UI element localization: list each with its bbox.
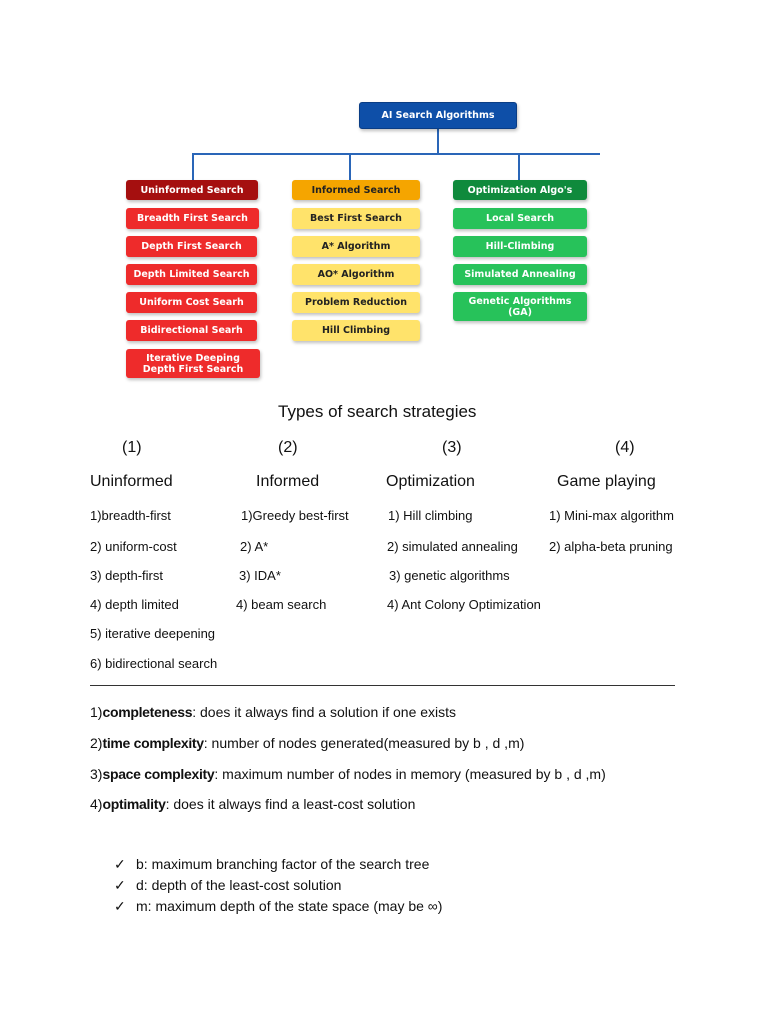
strategy-heading: Optimization	[386, 473, 475, 490]
checklist-item	[114, 856, 429, 873]
informed-item: A* Algorithm	[292, 236, 420, 257]
property-desc: : does it always find a least-cost solution	[165, 796, 416, 812]
property-term: time complexity	[102, 735, 204, 751]
property-prefix: 2)	[90, 735, 103, 751]
horizontal-rule	[90, 685, 675, 686]
strategy-item: 3) genetic algorithms	[389, 568, 510, 583]
strategy-item: 2) A*	[240, 539, 269, 554]
connector-informed	[349, 153, 351, 180]
optimization-item: Genetic Algorithms (GA)	[453, 292, 587, 321]
strategy-item: 4) Ant Colony Optimization	[387, 597, 541, 612]
informed-item: Problem Reduction	[292, 292, 420, 313]
property-prefix: 3)	[90, 766, 103, 782]
strategy-item: 6) bidirectional search	[90, 656, 218, 671]
strategy-item: 4) beam search	[236, 597, 327, 612]
strategy-item: 4) depth limited	[90, 597, 179, 612]
strategy-heading: Game playing	[557, 473, 656, 490]
property-term: space complexity	[102, 766, 215, 782]
checklist-item	[114, 898, 442, 915]
property-desc: : number of nodes generated(measured by b , d ,m)	[203, 735, 525, 751]
uninformed-item: Depth First Search	[126, 236, 257, 257]
strategy-item: 1) Hill climbing	[388, 508, 473, 523]
checklist-text: b: maximum branching factor of the search tree	[136, 856, 430, 872]
property-term: completeness	[102, 704, 193, 720]
uninformed-header: Uninformed Search	[126, 180, 258, 200]
uninformed-item: Uniform Cost Searh	[126, 292, 257, 313]
strategy-number: (2)	[278, 439, 298, 456]
property-desc: : does it always find a solution if one exists	[192, 704, 457, 720]
property-line	[90, 735, 524, 751]
checkmark-icon: ✓	[114, 877, 126, 893]
strategy-number: (3)	[442, 439, 462, 456]
informed-item: Best First Search	[292, 208, 420, 229]
strategy-item: 2) alpha-beta pruning	[549, 539, 673, 554]
uninformed-item: Breadth First Search	[126, 208, 259, 229]
property-line	[90, 704, 456, 720]
strategy-item: 2) simulated annealing	[387, 539, 518, 554]
optimization-item: Simulated Annealing	[453, 264, 587, 285]
page-title: Types of search strategies	[278, 402, 477, 421]
property-prefix: 4)	[90, 796, 103, 812]
optimization-item: Hill-Climbing	[453, 236, 587, 257]
strategy-number: (1)	[122, 439, 142, 456]
checklist-text: d: depth of the least-cost solution	[136, 877, 342, 893]
checkmark-icon: ✓	[114, 898, 126, 914]
strategy-heading: Uninformed	[90, 473, 173, 490]
property-term: optimality	[102, 796, 166, 812]
strategy-item: 3) IDA*	[239, 568, 281, 583]
strategy-item: 5) iterative deepening	[90, 626, 216, 641]
informed-item: Hill Climbing	[292, 320, 420, 341]
property-line	[90, 796, 415, 812]
strategy-number: (4)	[615, 439, 635, 456]
property-prefix: 1)	[90, 704, 103, 720]
optimization-item: Local Search	[453, 208, 587, 229]
strategy-item: 1) Mini-max algorithm	[549, 508, 674, 523]
uninformed-item: Iterative Deeping Depth First Search	[126, 349, 260, 378]
strategy-heading: Informed	[256, 473, 320, 490]
connector-horizontal	[192, 153, 600, 155]
connector-root-down	[437, 129, 439, 154]
strategy-item: 1)breadth-first	[90, 508, 171, 523]
checklist-item	[114, 877, 341, 894]
connector-uninformed	[192, 153, 194, 180]
informed-header: Informed Search	[292, 180, 420, 200]
search-algorithms-diagram	[0, 0, 768, 400]
strategy-item: 1)Greedy best-first	[241, 508, 349, 523]
informed-item: AO* Algorithm	[292, 264, 420, 285]
connector-optimization	[518, 153, 520, 180]
root-node: AI Search Algorithms	[359, 102, 517, 129]
property-line	[90, 766, 606, 782]
property-desc: : maximum number of nodes in memory (measured by b , d ,m)	[214, 766, 606, 782]
checkmark-icon: ✓	[114, 856, 126, 872]
strategy-item: 3) depth-first	[90, 568, 163, 583]
uninformed-item: Bidirectional Searh	[126, 320, 257, 341]
uninformed-item: Depth Limited Search	[126, 264, 257, 285]
strategy-item: 2) uniform-cost	[90, 539, 177, 554]
checklist-text: m: maximum depth of the state space (may be ∞)	[136, 898, 443, 914]
optimization-header: Optimization Algo's	[453, 180, 587, 200]
